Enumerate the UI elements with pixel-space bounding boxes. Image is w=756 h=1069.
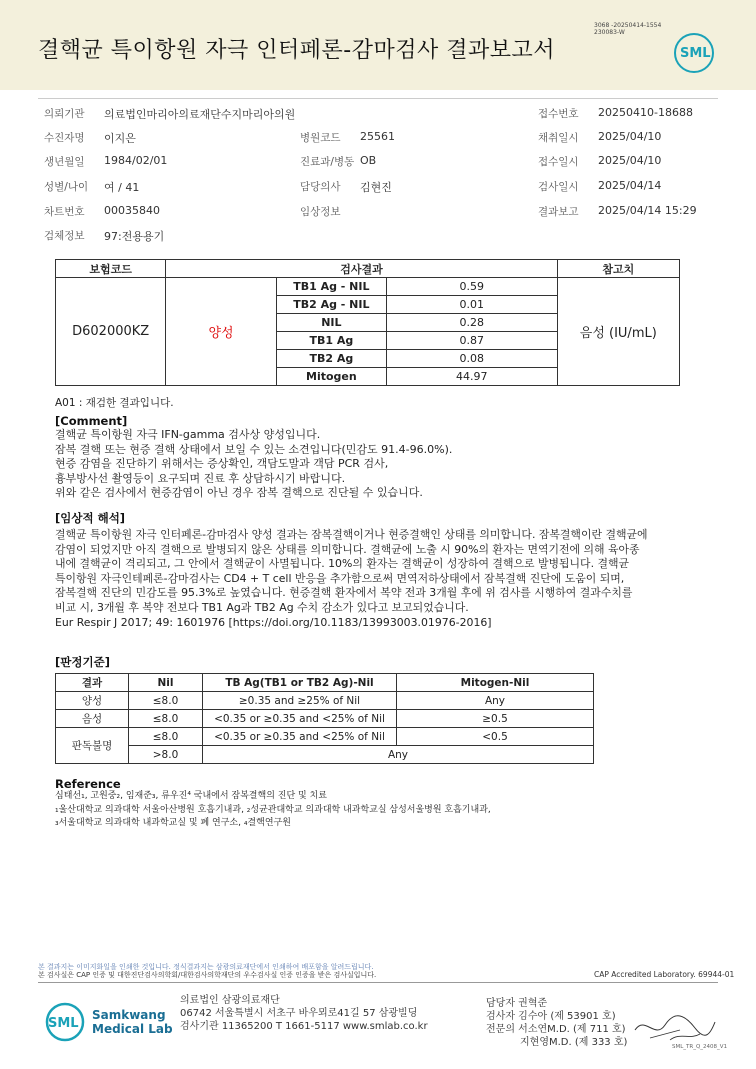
- sml-footer-logo: [44, 1002, 86, 1042]
- insurance-code: D602000KZ: [56, 278, 166, 386]
- dept-value: OB: [360, 154, 377, 167]
- company-name-line-2: Medical Lab: [92, 1022, 173, 1036]
- receipt-no-value: 20250410-18688: [598, 106, 693, 119]
- row-name: NIL: [276, 314, 386, 332]
- criteria-cell: Any: [203, 746, 594, 764]
- patient-label: 수진자명: [44, 132, 85, 144]
- reference-line: ₃서울대학교 의과대학 내과학교실 및 폐 연구소, ₄결핵연구원: [55, 818, 291, 828]
- row-value: 0.87: [387, 332, 558, 350]
- reference-line: 심태선₁, 고원중₂, 임재준₃, 류우진⁴ 국내에서 잠복결핵의 진단 및 치료: [55, 791, 327, 801]
- patient-value: 이지은: [104, 132, 136, 145]
- info-top-rule: [38, 98, 718, 99]
- clinical-line: 결핵균 특이항원 자극 인터페론-감마검사 양성 결과는 잠복결핵이거나 현증결핵인 상태를 의미합니다. 잠복결핵이란 결핵균에: [55, 528, 648, 541]
- clinical-interp-body: [55, 528, 648, 630]
- reference-title: Reference: [55, 777, 121, 791]
- company-name: [92, 1008, 173, 1036]
- specimen-label: 검체정보: [44, 230, 85, 242]
- sml-logo-icon: [44, 1002, 86, 1042]
- criteria-cell: ≥0.5: [397, 710, 594, 728]
- company-name-line-1: Samkwang: [92, 1008, 166, 1022]
- specimen-value: 97:전용용기: [104, 230, 165, 243]
- criteria-cell: <0.35 or ≥0.35 and <25% of Nil: [203, 728, 397, 746]
- retest-note: A01 : 재검한 결과입니다.: [55, 397, 174, 409]
- criteria-cell: ≤8.0: [129, 710, 203, 728]
- result-table: [55, 259, 680, 386]
- company-address: [180, 994, 428, 1033]
- chart-no-label: 차트번호: [44, 206, 85, 218]
- receipt-no-label: 접수번호: [538, 108, 579, 120]
- row-name: TB1 Ag: [276, 332, 386, 350]
- row-value: 44.97: [387, 368, 558, 386]
- test-date-value: 2025/04/14: [598, 179, 662, 192]
- reference-body: [55, 790, 491, 831]
- collect-date-value: 2025/04/10: [598, 130, 662, 143]
- row-value: 0.28: [387, 314, 558, 332]
- receipt-date-value: 2025/04/10: [598, 154, 662, 167]
- dept-label: 진료과/병동: [300, 156, 355, 168]
- collect-date-label: 채취일시: [538, 132, 579, 144]
- result-interpretation: 양성: [166, 278, 276, 386]
- receipt-date-label: 접수일시: [538, 156, 579, 168]
- footer-notice-print: 본 결과지는 이미지화일을 인쇄한 것입니다. 정식결과지는 삼광의료재단에서 인쇄하여 배포함을 알려드립니다.: [38, 963, 374, 971]
- address-line: 의료법인 삼광의료재단: [180, 995, 280, 1006]
- comment-line: 잠복 결핵 또는 현증 결핵 상태에서 보일 수 있는 소견입니다(민감도 91.4-96.0%).: [55, 442, 453, 456]
- header-test-result: 검사결과: [166, 260, 557, 278]
- birth-label: 생년월일: [44, 156, 85, 168]
- cap-accreditation: CAP Accredited Laboratory. 69944-01: [594, 970, 735, 979]
- criteria-header: Mitogen-Nil: [397, 674, 594, 692]
- clinical-line: 특이항원 자극인테페론-감마검사는 CD4 + T cell 반응을 추가함으로써 면역저하상태에서 잠복결핵 진단에 도움이 되며,: [55, 571, 625, 585]
- sml-logo-text: SML: [680, 46, 711, 61]
- row-value: 0.08: [387, 350, 558, 368]
- row-name: TB2 Ag - NIL: [276, 296, 386, 314]
- institution-label: 의뢰기관: [44, 108, 85, 120]
- reference-line: ₁울산대학교 의과대학 서울아산병원 호흡기내과, ₂성균관대학교 의과대학 내과학교실 삼성서울병원 호흡기내과,: [55, 804, 491, 815]
- comment-title: [Comment]: [55, 414, 128, 428]
- staff-block: [486, 997, 627, 1049]
- criteria-cell: 양성: [56, 692, 129, 710]
- criteria-title: [판정기준]: [55, 655, 110, 669]
- row-name: Mitogen: [276, 368, 386, 386]
- sex-age-label: 성별/나이: [44, 181, 89, 193]
- report-title: 결핵균 특이항원 자극 인터페론-감마검사 결과보고서: [38, 38, 555, 63]
- row-value: 0.01: [387, 296, 558, 314]
- report-date-value: 2025/04/14 15:29: [598, 204, 697, 217]
- document-id-line-1: 3068 -20250414-1554: [594, 22, 662, 29]
- svg-text:SML: SML: [48, 1016, 79, 1031]
- clinical-line: Eur Respir J 2017; 49: 1601976 [https://doi.org/10.1183/13993003.01976-2016]: [55, 615, 492, 629]
- criteria-cell: ≤8.0: [129, 728, 203, 746]
- document-id: [594, 22, 661, 36]
- criteria-header: Nil: [129, 674, 203, 692]
- clinical-interp-title: [임상적 해석]: [55, 511, 126, 525]
- address-line: 06742 서울특별시 서초구 바우뫼로41길 57 삼광빌딩: [180, 1008, 418, 1019]
- criteria-header: 결과: [56, 674, 129, 692]
- header-reference: 참고치: [557, 260, 679, 278]
- comment-body: [55, 428, 452, 501]
- sml-logo: [674, 33, 714, 73]
- footer-notice-cap: 본 검사실은 CAP 인증 및 대한진단검사의학회/대한검사의학재단의 우수검사실 인증 인증을 받은 검사실입니다.: [38, 971, 377, 979]
- criteria-cell: <0.35 or ≥0.35 and <25% of Nil: [203, 710, 397, 728]
- footer-rule: [38, 982, 718, 983]
- staff-line: 담당자 권혁준: [486, 998, 548, 1009]
- criteria-cell: ≥0.35 and ≥25% of Nil: [203, 692, 397, 710]
- signature-mark: [630, 1010, 720, 1046]
- test-date-label: 검사일시: [538, 181, 579, 193]
- row-value: 0.59: [387, 278, 558, 296]
- chart-no-value: 00035840: [104, 204, 160, 217]
- form-id: SML_TR_Q_2408_V1: [672, 1044, 728, 1050]
- hospital-code-value: 25561: [360, 130, 395, 143]
- clinical-line: 비교 시, 3개월 후 복약 전보다 TB1 Ag과 TB2 Ag 수치 감소가 있다고 보고되었습니다.: [55, 600, 469, 614]
- header-insurance-code: 보험코드: [56, 260, 166, 278]
- report-header: [0, 0, 756, 90]
- staff-line: 검사자 김수아 (제 53901 호): [486, 1011, 616, 1022]
- sex-age-value: 여 / 41: [104, 181, 140, 194]
- document-id-line-2: 230083-W: [594, 29, 625, 36]
- row-name: TB1 Ag - NIL: [276, 278, 386, 296]
- reference-value: 음성 (IU/mL): [557, 278, 679, 386]
- staff-line: 전문의 서소연M.D. (제 711 호): [486, 1024, 626, 1035]
- criteria-cell: ≤8.0: [129, 692, 203, 710]
- row-name: TB2 Ag: [276, 350, 386, 368]
- criteria-cell: <0.5: [397, 728, 594, 746]
- hospital-code-label: 병원코드: [300, 132, 341, 144]
- criteria-cell: >8.0: [129, 746, 203, 764]
- comment-line: 결핵균 특이항원 자극 IFN-gamma 검사상 양성입니다.: [55, 428, 321, 441]
- clinical-line: 내에 결핵균이 격리되고, 그 안에서 결핵균이 사멸됩니다. 10%의 환자는 결핵균이 성장하여 결핵으로 발병됩니다. 결핵균: [55, 557, 630, 571]
- criteria-cell: Any: [397, 692, 594, 710]
- doctor-value: 김현진: [360, 181, 392, 194]
- report-date-label: 결과보고: [538, 206, 579, 218]
- clinical-info-label: 임상정보: [300, 206, 341, 218]
- comment-line: 위와 같은 검사에서 현증감염이 아닌 경우 잠복 결핵으로 진단될 수 있습니다.: [55, 486, 423, 500]
- institution-value: 의료법인마리아의료재단수지마리아의원: [104, 108, 296, 121]
- clinical-line: 감염이 되었지만 아직 결핵으로 발병되지 않은 상태를 의미합니다. 결핵균에 노출 시 90%의 환자는 면역기전에 의해 육아종: [55, 542, 640, 556]
- criteria-cell: 판독불명: [56, 728, 129, 764]
- criteria-cell: 음성: [56, 710, 129, 728]
- birth-value: 1984/02/01: [104, 154, 168, 167]
- comment-line: 흉부방사선 촬영등이 요구되며 진료 후 상담하시기 바랍니다.: [55, 471, 346, 485]
- doctor-label: 담당의사: [300, 181, 341, 193]
- address-line: 검사기관 11365200 T 1661-5117 www.smlab.co.kr: [180, 1021, 428, 1032]
- clinical-line: 잠복결핵 진단의 민감도를 95.3%로 높였습니다. 현증결핵 환자에서 복약 전과 3개월 후에 위 검사를 시행하여 결과수치를: [55, 586, 633, 600]
- criteria-table: [55, 673, 594, 764]
- comment-line: 현증 감염을 진단하기 위해서는 증상확인, 객담도말과 객담 PCR 검사,: [55, 457, 389, 471]
- criteria-header: TB Ag(TB1 or TB2 Ag)-Nil: [203, 674, 397, 692]
- staff-line: 지현영M.D. (제 333 호): [520, 1037, 628, 1048]
